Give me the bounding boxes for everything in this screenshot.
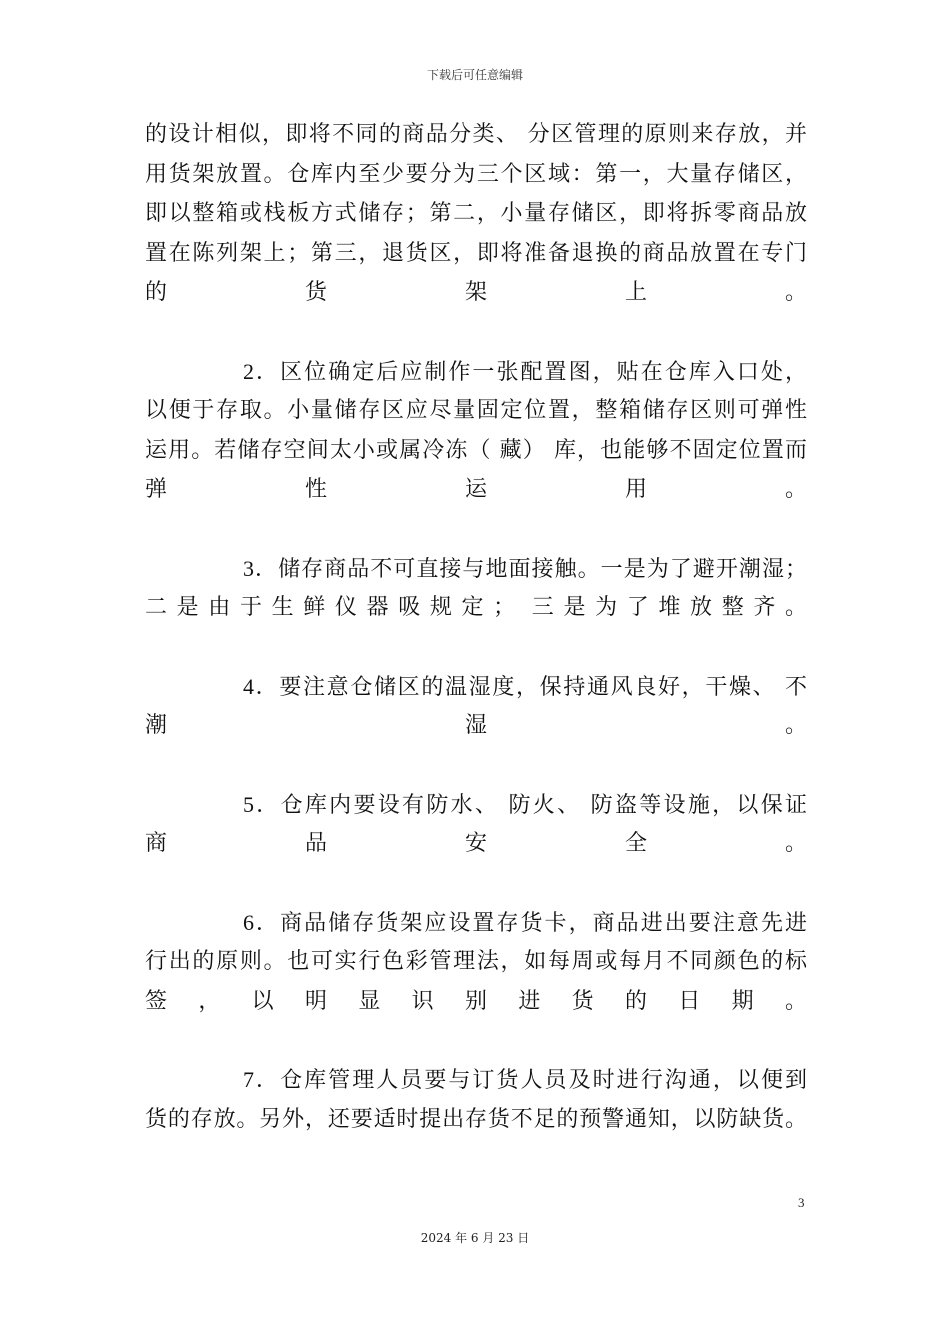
paragraph-4 [145, 667, 807, 746]
paragraph-7 [145, 1060, 807, 1139]
paragraph-2 [145, 352, 807, 510]
paragraph-5 [145, 785, 807, 864]
paragraph-line: 的设计相似，即将不同的商品分类、 分区管理的原则来存放，并 [145, 122, 807, 147]
paragraph-line: 运用。若储存空间太小或属冷冻（ 藏） 库，也能够不固定位置而 [145, 437, 807, 463]
paragraph-first-line [145, 667, 807, 707]
paragraph-line: 签 ， 以 明 显 识 别 进 货 的 日 期 。 [145, 988, 807, 1014]
paragraph-line: 仓库内要设有防水、 防火、 防盗等设施，以保证 [280, 792, 807, 818]
paragraph-line: 即以整箱或栈板方式储存；第二，小量存储区，即将拆零商品放 [145, 201, 807, 226]
item-number: 2． [243, 358, 281, 384]
paragraph-line: 储存商品不可直接与地面接触。一是为了避开潮湿； [278, 556, 807, 582]
paragraph-first-line [145, 352, 807, 392]
paragraph-line: 商品储存货架应设置存货卡，商品进出要注意先进 [280, 910, 807, 936]
item-number: 7． [243, 1067, 281, 1092]
paragraph-line: 商 品 安 全 。 [145, 831, 807, 856]
page-footer-date: 2024 年 6 月 23 日 [420, 1231, 530, 1245]
item-number: 4． [243, 673, 280, 699]
page-header: 下载后可任意编辑 [426, 68, 523, 82]
paragraph-first-line [145, 903, 807, 943]
paragraph-line: 的 货 架 上 。 [145, 280, 807, 305]
paragraph-line: 区位确定后应制作一张配置图，贴在仓库入口处， [280, 359, 807, 385]
paragraph-1 [145, 115, 807, 313]
paragraph-line: 货的存放。另外，还要适时提出存货不足的预警通知，以防缺货。 [145, 1106, 807, 1132]
paragraph-line: 用货架放置。仓库内至少要分为三个区域：第一，大量存储区， [145, 161, 807, 187]
item-number: 5． [243, 791, 281, 817]
item-number: 3． [243, 555, 279, 581]
paragraph-6 [145, 903, 807, 1022]
paragraph-line: 仓库管理人员要与订货人员及时进行沟通，以便到 [280, 1068, 807, 1093]
paragraph-line: 二是由于生鲜仪器吸规定； 三是为了堆放整齐。 [145, 595, 807, 620]
paragraph-first-line [145, 549, 807, 589]
paragraph-line: 弹 性 运 用 。 [145, 477, 807, 502]
item-number: 6． [243, 909, 281, 935]
paragraph-first-line [145, 785, 807, 825]
paragraph-line: 潮 湿 。 [145, 713, 807, 738]
paragraph-line: 要注意仓储区的温湿度，保持通风良好，干燥、 不 [279, 674, 807, 700]
paragraph-line: 行出的原则。也可实行色彩管理法，如每周或每月不同颜色的标 [145, 949, 807, 974]
page-number: 3 [798, 1195, 805, 1210]
document-body [145, 115, 807, 1139]
paragraph-3 [145, 549, 807, 628]
paragraph-first-line [145, 1060, 807, 1100]
paragraph-line: 置在陈列架上；第三，退货区，即将准备退换的商品放置在专门 [145, 240, 807, 266]
paragraph-line: 以便于存取。小量储存区应尽量固定位置，整箱储存区则可弹性 [145, 398, 807, 423]
